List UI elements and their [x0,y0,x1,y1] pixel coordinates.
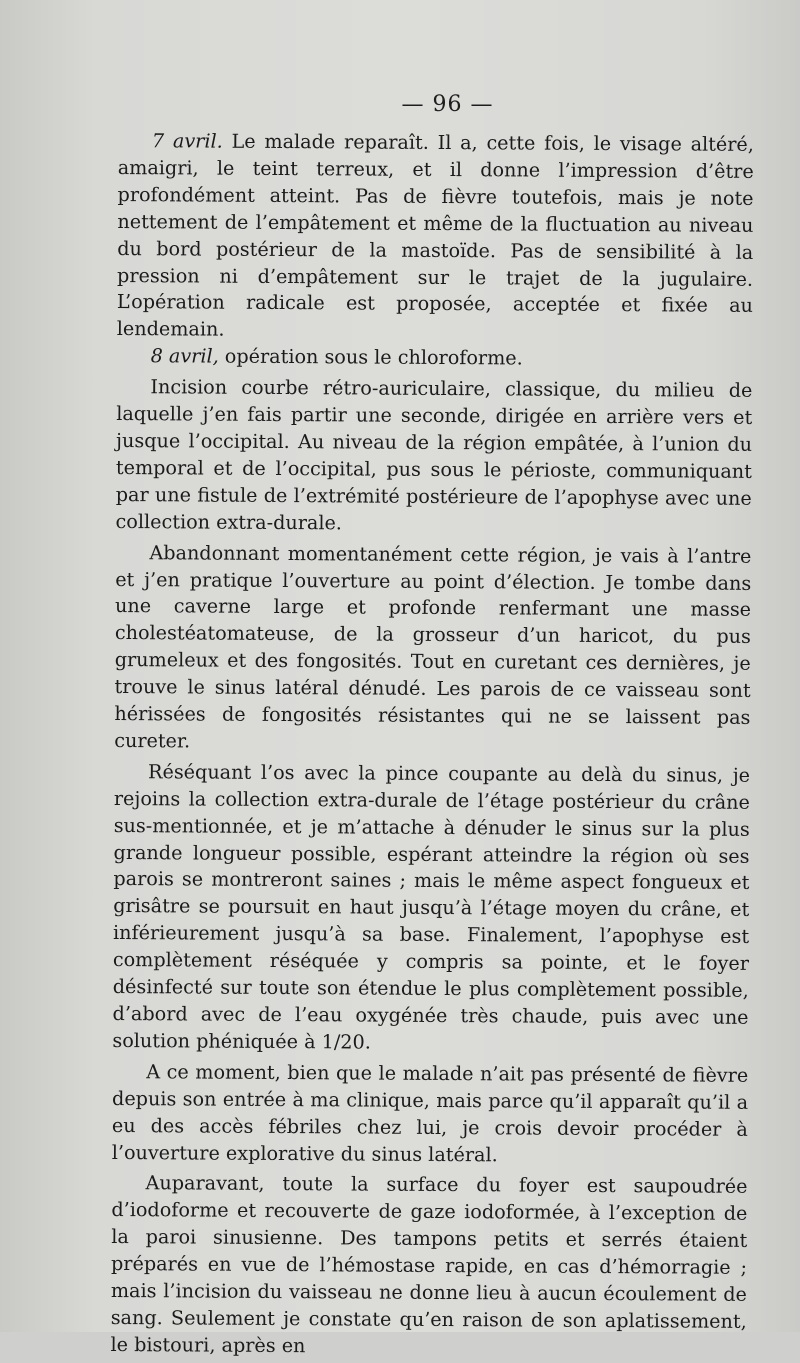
date-lead: 7 avril. [151,129,223,153]
paragraph-text: opération sous le chloroforme. [218,344,523,370]
paragraph-resequant [112,759,750,1059]
paragraph-text: Abandonnant momentanément cette région, je vais à l’antre et j’en pratique l’ouverture au point d’élection. Je tombe dans une caverne large et profonde renfermant une masse cholestéatomateuse, de la grosseur d’un haricot, du pus grumeleux et des fongosités. Tout en curetant ces dernières, je trouve le sinus latéral dénudé. Les parois de ce vaisseau sont hérissées de fongosités résistantes qui ne se laissent pas cureter. [114,540,752,753]
paragraph-7-avril [117,128,754,347]
paragraph-incision [116,374,753,539]
paragraph-abandonnant [114,540,751,759]
paragraph-text: Auparavant, toute la surface du foyer est saupoudrée d’iodoforme et recouverte de gaze iodoformée, à l’exception de la paroi sinusienne. Des tampons petits et serrés étaient préparés en vue de l’hémostase rapide, en cas d’hémorragie ; mais l’incision du vaisseau ne donne lieu à aucun écoulement de sang. Seulement je constate qu’en raison de son aplatissement, le bistouri, après en [110,1171,748,1358]
paragraph-8-avril [117,343,753,374]
page-number: — 96 — [401,92,494,117]
paragraph-auparavant [110,1170,747,1362]
paragraph-text: Réséquant l’os avec la pince coupante au delà du sinus, je rejoins la collection extra-durale de l’étage postérieur du crâne sus-mentionnée, et je m’attache à dénuder le sinus sur la plus grande longueur possible, espérant atteindre la région où ses parois se montreront saines ; mais le même aspect fongueux et grisâtre se poursuit en haut jusqu’à l’étage moyen du crâne, et inférieurement jusqu’à sa base. Finalement, l’apophyse est complètement réséquée y compris sa pointe, et le foyer désinfecté sur toute son étendue le plus complètement possible, d’abord avec de l’eau oxygénée très chaude, puis avec une solution phéniquée à 1/20. [112,760,751,1054]
paragraph-text: Incision courbe rétro-auriculaire, classique, du milieu de laquelle j’en fais partir une seconde, dirigée en arrière vers et jusque l’occipital. Au niveau de la région empâtée, à l’union du temporal et de l’occipital, pus sous le périoste, communiquant par une fistule de l’extrémité postérieure de l’apophyse avec une collection extra-durale. [115,375,753,535]
paragraph-text: Le malade reparaît. Il a, cette fois, le visage altéré, amaigri, le teint terreux, et il donne l’impression d’être profondément atteint. Pas de fièvre toutefois, mais je note nettement de l’empâtement et même de la fluctuation au niveau du bord postérieur de la mastoïde. Pas de sensibilité à la pression ni d’empâtement sur le trajet de la jugulaire. L’opération radicale est proposée, acceptée et fixée au lendemain. [116,129,754,341]
body-text [110,128,754,1363]
date-lead: 8 avril, [150,344,219,368]
paragraph-a-ce-moment [112,1059,749,1171]
paragraph-text: A ce moment, bien que le malade n’ait pas présenté de fièvre depuis son entrée à ma clinique, mais parce qu’il apparaît qu’il a eu des accès fébriles chez lui, je crois devoir procéder à l’ouverture explorative du sinus latéral. [111,1060,749,1166]
